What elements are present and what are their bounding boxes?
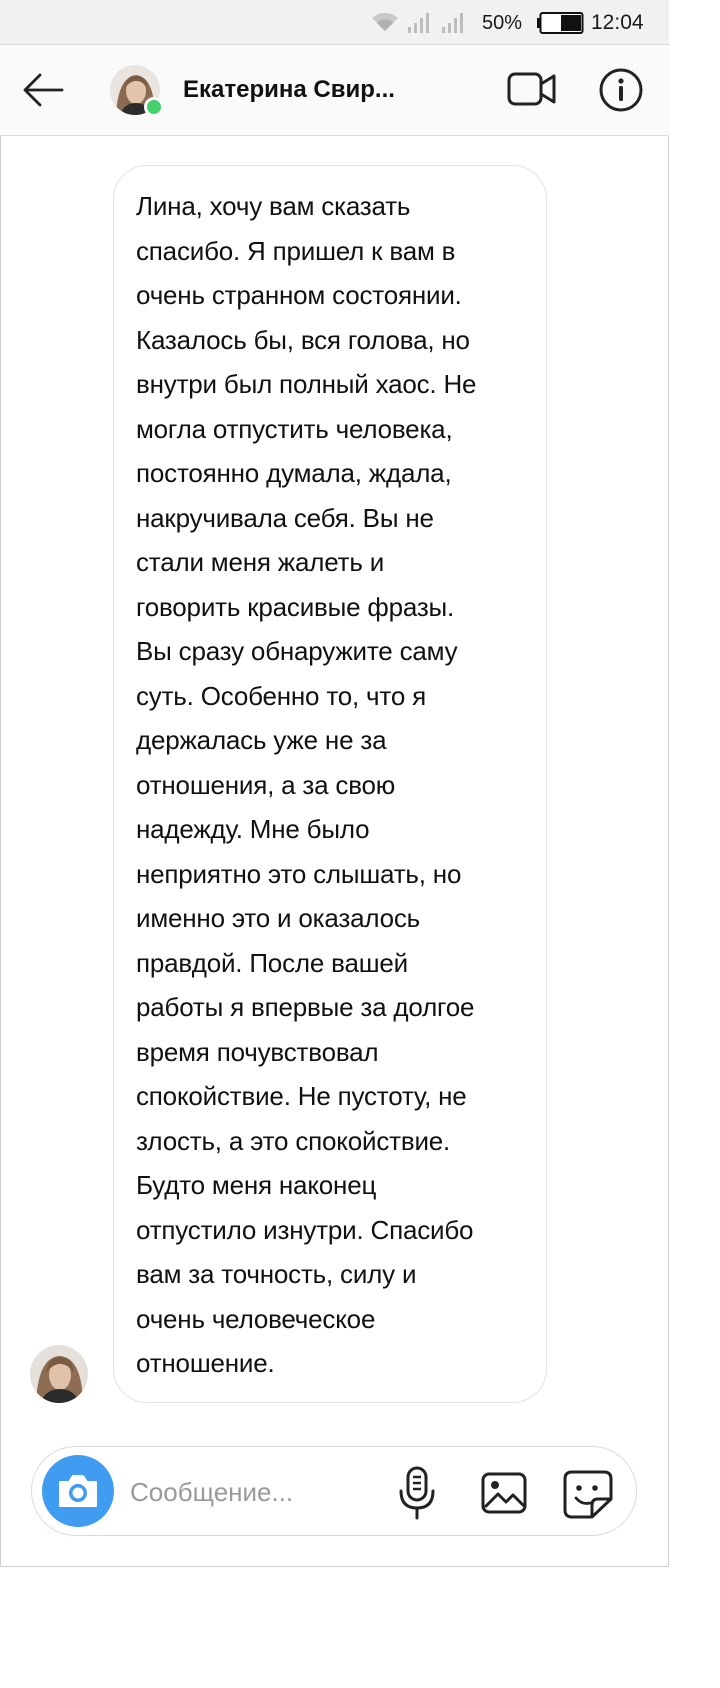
gallery-icon — [480, 1471, 528, 1515]
message-composer — [31, 1446, 637, 1536]
battery-icon — [536, 12, 584, 34]
sticker-button[interactable] — [562, 1469, 614, 1519]
info-icon — [598, 67, 644, 113]
signal-icon — [441, 12, 467, 34]
contact-avatar[interactable] — [110, 65, 160, 115]
message-input[interactable] — [130, 1475, 360, 1509]
camera-icon — [56, 1472, 100, 1510]
wifi-icon — [370, 11, 400, 33]
status-bar — [0, 0, 669, 45]
microphone-button[interactable] — [397, 1465, 437, 1521]
info-button[interactable] — [598, 67, 644, 113]
chat-header — [0, 45, 669, 136]
message-text: Лина, хочу вам сказать спасибо. Я пришел к вам в очень странном состоянии. Казалось бы, вся голова, но внутри был полный хаос. Не могла отпустить человека, постоянно думала, ждала, накручивала себя. Вы не стали меня жалеть и говорить красивые фразы. Вы сразу обнаружите саму суть. Особенно то, что я держалась уже не за отношения, а за свою надежду. Мне было неприятно это слышать, но именно это и оказалось правдой. После вашей работы я впервые за долгое время почувствовал спокойствие. Не пустоту, не злость, а это спокойствие. Будто меня наконец отпустило изнутри. Спасибо вам за точность, силу и очень человеческое отношение. — [136, 191, 477, 1378]
camera-button[interactable] — [42, 1455, 114, 1527]
video-call-button[interactable] — [506, 69, 558, 109]
contact-name[interactable]: Екатерина Свир... — [183, 76, 395, 103]
message-bubble[interactable] — [113, 165, 547, 1403]
sticker-icon — [562, 1469, 614, 1519]
microphone-icon — [397, 1465, 437, 1521]
clock: 12:04 — [591, 11, 644, 34]
signal-icon — [407, 12, 433, 34]
gallery-button[interactable] — [480, 1471, 528, 1515]
avatar-photo — [30, 1345, 88, 1403]
video-call-icon — [506, 69, 558, 109]
back-arrow-icon — [20, 70, 66, 110]
back-button[interactable] — [20, 70, 66, 110]
online-indicator — [144, 97, 164, 117]
sender-avatar[interactable] — [30, 1345, 88, 1403]
battery-percent: 50% — [482, 12, 523, 34]
